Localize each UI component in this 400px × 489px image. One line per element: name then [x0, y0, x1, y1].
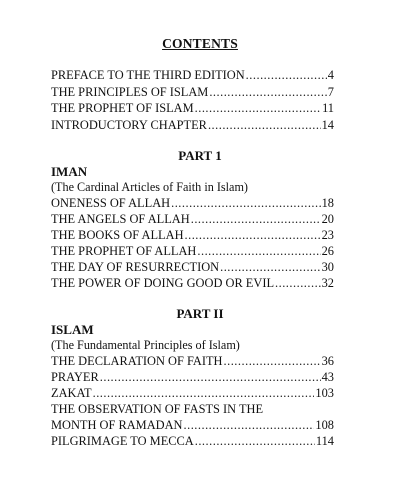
toc-entry-zakat — [51, 386, 334, 401]
toc-entry-label: ONENESS OF ALLAH — [51, 196, 171, 210]
toc-entry-prophet-of-islam — [51, 101, 334, 116]
toc-entry-ramadan — [51, 418, 334, 433]
toc-entry-angels — [51, 212, 334, 227]
toc-entry-pilgrimage — [51, 434, 334, 449]
toc-entry-label: THE DAY OF RESURRECTION — [51, 260, 220, 274]
dot-leader — [197, 244, 320, 259]
section-heading-iman: IMAN — [51, 164, 88, 179]
toc-entry-preface — [51, 68, 334, 83]
toc-page-number: 30 — [321, 260, 334, 274]
toc-page-number: 7 — [327, 85, 334, 99]
toc-entry-introductory — [51, 118, 334, 133]
dot-leader — [93, 386, 315, 401]
section-subtitle-iman: (The Cardinal Articles of Faith in Islam) — [51, 180, 248, 194]
toc-entry-principles — [51, 85, 334, 100]
toc-page-number: 108 — [315, 418, 334, 432]
toc-entry-books — [51, 228, 334, 243]
toc-entry-prayer — [51, 370, 334, 385]
dot-leader — [209, 85, 326, 100]
toc-entry-label: ZAKAT — [51, 386, 92, 400]
toc-page-number: 20 — [321, 212, 334, 226]
toc-entry-label: THE PROPHET OF ISLAM — [51, 101, 194, 115]
toc-page-number: 114 — [315, 434, 334, 448]
toc-page-number: 43 — [321, 370, 334, 384]
dot-leader — [246, 68, 327, 83]
dot-leader — [195, 434, 315, 449]
dot-leader — [224, 354, 321, 369]
toc-entry-label: THE POWER OF DOING GOOD OR EVIL — [51, 276, 275, 290]
toc-entry-label: THE PRINCIPLES OF ISLAM — [51, 85, 209, 99]
section-subtitle-islam: (The Fundamental Principles of Islam) — [51, 338, 240, 352]
toc-page-number: 103 — [315, 386, 334, 400]
toc-entry-resurrection — [51, 260, 334, 275]
toc-page-number: 23 — [321, 228, 334, 242]
toc-page-number: 11 — [322, 101, 334, 115]
toc-page-number: 32 — [321, 276, 334, 290]
dot-leader — [184, 418, 315, 433]
toc-entry-label: MONTH OF RAMADAN — [51, 418, 183, 432]
toc-entry-label: THE DECLARATION OF FAITH — [51, 354, 223, 368]
section-heading-islam: ISLAM — [51, 322, 94, 337]
part-1-heading: PART 1 — [178, 148, 222, 163]
dot-leader — [208, 118, 321, 133]
toc-entry-label: PREFACE TO THE THIRD EDITION — [51, 68, 245, 82]
toc-page-number: 14 — [321, 118, 334, 132]
page-title: CONTENTS — [162, 36, 238, 51]
dot-leader — [185, 228, 321, 243]
toc-entry-label: THE PROPHET OF ALLAH — [51, 244, 197, 258]
toc-page-number: 18 — [321, 196, 334, 210]
dot-leader — [191, 212, 321, 227]
toc-entry-label: INTRODUCTORY CHAPTER — [51, 118, 207, 132]
toc-entry-declaration — [51, 354, 334, 369]
toc-page-number: 26 — [321, 244, 334, 258]
part-2-heading: PART II — [176, 306, 224, 321]
toc-page-number: 4 — [327, 68, 334, 82]
toc-entry-good-or-evil — [51, 276, 334, 291]
toc-entry-label: THE ANGELS OF ALLAH — [51, 212, 190, 226]
toc-entry-oneness — [51, 196, 334, 211]
toc-entry-fasts-line1: THE OBSERVATION OF FASTS IN THE — [51, 402, 264, 416]
dot-leader — [275, 276, 321, 291]
dot-leader — [195, 101, 321, 116]
dot-leader — [100, 370, 321, 385]
toc-entry-prophet-of-allah — [51, 244, 334, 259]
toc-page-number: 36 — [321, 354, 334, 368]
toc-entry-label: THE BOOKS OF ALLAH — [51, 228, 184, 242]
dot-leader — [220, 260, 321, 275]
toc-entry-label: PRAYER — [51, 370, 99, 384]
dot-leader — [171, 196, 321, 211]
toc-entry-label: PILGRIMAGE TO MECCA — [51, 434, 194, 448]
